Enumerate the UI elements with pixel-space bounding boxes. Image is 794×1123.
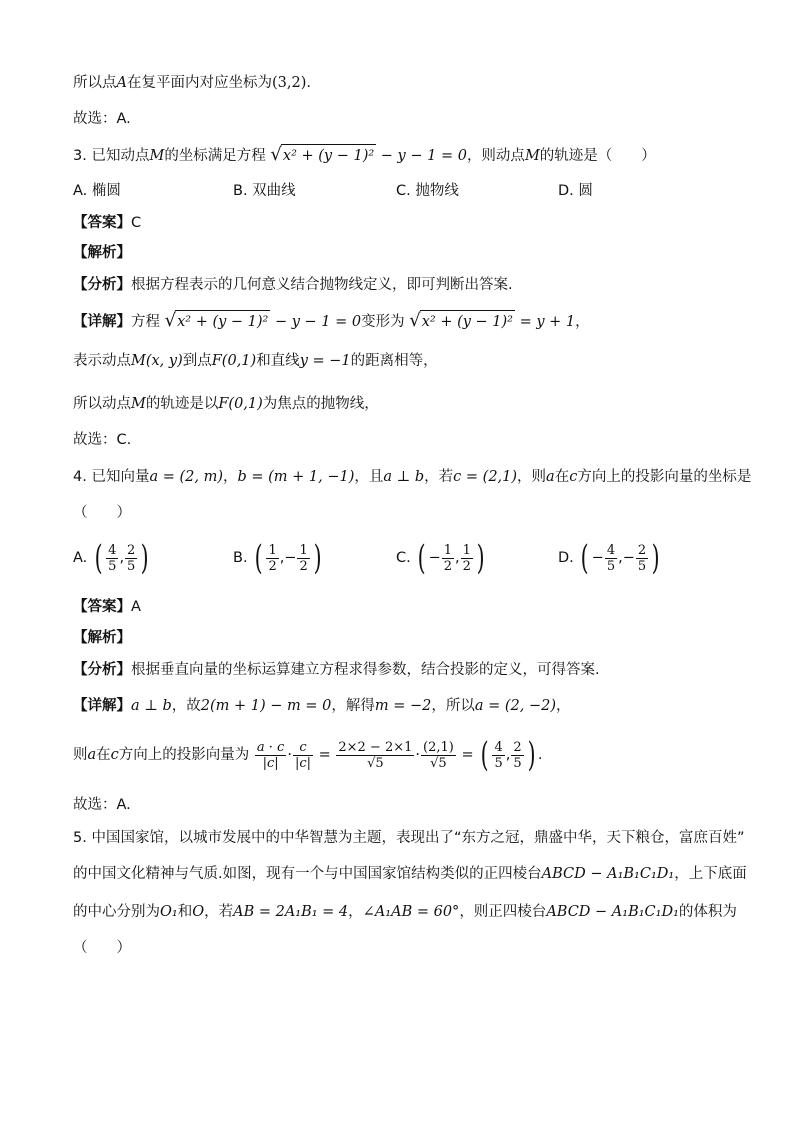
text: ，故 — [171, 698, 201, 714]
fraction — [421, 740, 456, 771]
text: ，则正四棱台 — [459, 904, 547, 920]
text: 的中心分别为 — [73, 904, 160, 920]
math-expr: a = (2, −2) — [474, 698, 557, 714]
text: 到点 — [182, 353, 212, 369]
text: ， — [575, 314, 590, 330]
denominator: 5 — [494, 755, 503, 771]
text: . — [537, 747, 543, 763]
text-line — [73, 72, 311, 94]
left-paren-icon: ( — [417, 538, 426, 578]
text: 则 — [73, 747, 88, 763]
question-5-line — [73, 863, 747, 885]
left-paren-icon: ( — [94, 538, 103, 578]
numerator: 2×2 − 2×1 — [338, 739, 413, 755]
denominator: √5 — [430, 755, 447, 771]
fraction — [106, 543, 118, 574]
math-expr: M(x, y) — [131, 353, 183, 369]
numerator: (2,1) — [423, 739, 454, 755]
option-label: D. — [558, 550, 574, 566]
math-expr: a ⊥ b — [383, 469, 425, 485]
text: 的中国文化精神与气质.如图，现有一个与中国国家馆结构类似的正四棱台 — [73, 866, 542, 882]
detail-line — [73, 695, 571, 717]
text: 表示动点 — [73, 353, 131, 369]
text: 方向上的投影向量的坐标是 — [577, 469, 752, 485]
text: ， — [222, 469, 238, 485]
right-paren-icon: ) — [140, 538, 149, 578]
right-paren-icon: ) — [527, 735, 536, 775]
text: 的轨迹是（ ） — [539, 148, 656, 164]
option-d: D. 圆 — [558, 183, 593, 199]
fraction — [511, 740, 523, 771]
sqrt-icon: √ — [164, 310, 177, 331]
numerator: 2 — [127, 542, 136, 558]
analysis-heading: 【解析】 — [73, 630, 131, 646]
math-expr: F(0,1) — [218, 396, 263, 412]
text: 为焦点的抛物线， — [262, 396, 379, 412]
sign: − — [284, 550, 297, 566]
numerator: 4 — [606, 542, 616, 558]
math-expr: AB = 2A₁B₁ = 4 — [233, 904, 349, 920]
text: 4. 已知向量 — [73, 469, 150, 485]
math-var: c — [569, 469, 578, 485]
answer-value: C — [131, 215, 142, 231]
numerator: 2 — [513, 739, 522, 755]
text: ，解得 — [331, 698, 375, 714]
equals: = — [461, 747, 474, 763]
option-b: B. 双曲线 — [233, 183, 296, 199]
denominator: |c| — [262, 755, 279, 771]
analysis-tag: 【分析】 — [73, 277, 131, 293]
fraction — [442, 543, 454, 574]
fraction — [336, 740, 414, 771]
math-expr: = y + 1 — [515, 314, 576, 330]
text-line — [73, 393, 379, 415]
text: ，且 — [354, 469, 384, 485]
math-expr: ABCD − A₁B₁C₁D₁ — [546, 904, 679, 920]
text: ，所以 — [431, 698, 475, 714]
answer-line — [73, 596, 141, 618]
text: 在复平面内对应坐标为 — [126, 75, 272, 91]
math-var: A — [116, 75, 127, 91]
projection-line: 则a在c方向上的投影向量为 $\frac{a \cdot c}{|c|}$ · $\frac{c}{|c|}$ = $\frac{2\times 2 - 2\times 1}{√5}$ · $\frac{(2,1)}{√5}$ = ( $\frac{4}{5}$ , $\frac{2}{5}$ ) . — [73, 735, 543, 775]
text: 在 — [554, 469, 570, 485]
text: 根据方程表示的几何意义结合抛物线定义，即可判断出答案. — [131, 277, 513, 293]
option-label: A. — [73, 550, 88, 566]
option-b: B. ( $\frac{1}{2}$ ,− $\frac{1}{2}$ ) — [233, 538, 322, 578]
math-expr: m = −2 — [374, 698, 432, 714]
analysis-tag: 【分析】 — [73, 662, 131, 678]
option-label: C. — [396, 550, 411, 566]
question-4-stem — [73, 466, 751, 488]
question-5-line: 5. 中国国家馆，以城市发展中的中华智慧为主题，表现出了“东方之冠，鼎盛中华，天下粮仓，富庶百姓” — [73, 830, 745, 846]
text: 根据垂直向量的坐标运算建立方程求得参数，结合投影的定义，可得答案. — [131, 662, 600, 678]
option-c: C. ( − $\frac{1}{2}$ , $\frac{1}{2}$ ) — [396, 538, 485, 578]
left-paren-icon: ( — [581, 538, 590, 578]
math-var: O₁ — [160, 904, 178, 920]
answer-value: A — [131, 599, 141, 615]
math-var: M — [524, 148, 540, 164]
fraction — [293, 740, 313, 771]
option-a: A. 椭圆 — [73, 183, 121, 199]
math-expr: ∠A₁AB = 60° — [362, 904, 460, 920]
math-var: a — [87, 747, 97, 763]
text: ，则 — [517, 469, 547, 485]
denominator: 2 — [268, 558, 277, 574]
question-5-line — [73, 901, 737, 923]
option-a: A. ( $\frac{4}{5}$ , $\frac{2}{5}$ ) — [73, 538, 149, 578]
text: 的体积为 — [678, 904, 737, 920]
fraction — [255, 740, 286, 771]
text: 所以动点 — [73, 396, 131, 412]
denominator: |c| — [294, 755, 311, 771]
denominator: 2 — [462, 558, 471, 574]
answer-tag: 【答案】 — [73, 215, 131, 231]
sqrt-icon: √ — [270, 144, 282, 165]
numerator: 2 — [637, 542, 647, 558]
denominator: 5 — [127, 558, 136, 574]
text-line — [73, 350, 438, 372]
text: 和 — [177, 904, 193, 920]
denominator: 5 — [108, 558, 117, 574]
answer-tag: 【答案】 — [73, 599, 131, 615]
right-paren-icon: ) — [651, 538, 660, 578]
math-var: O — [192, 904, 205, 920]
sign: − — [428, 550, 441, 566]
text: 和直线 — [256, 353, 300, 369]
text: ，则动点 — [466, 148, 525, 164]
numerator: a · c — [256, 739, 285, 755]
text: ， — [348, 904, 363, 920]
left-paren-icon: ( — [480, 735, 489, 775]
numerator: 1 — [443, 542, 453, 558]
fraction — [461, 543, 473, 574]
math-expr: − y − 1 = 0 — [270, 314, 362, 330]
option-c: C. 抛物线 — [396, 183, 459, 199]
fraction — [636, 543, 648, 574]
text: 方程 — [131, 314, 160, 330]
option-label: B. — [233, 550, 248, 566]
math-expr: F(0,1) — [211, 353, 257, 369]
detail-line — [73, 310, 590, 333]
option-d: D. ( − $\frac{4}{5}$ ,− $\frac{2}{5}$ ) — [558, 538, 660, 578]
numerator: c — [293, 740, 313, 756]
question-5-paren: （ ） — [73, 940, 131, 956]
denominator: 5 — [637, 558, 647, 574]
numerator: 4 — [494, 739, 503, 755]
denominator: 2 — [299, 558, 308, 574]
fraction — [297, 543, 309, 574]
numerator: 1 — [268, 542, 277, 558]
math-var: M — [131, 396, 146, 412]
sqrt-icon: √ — [409, 310, 421, 331]
math-var: M — [149, 148, 165, 164]
text: 3. 已知动点 — [73, 148, 150, 164]
math-var: c — [110, 747, 119, 763]
text: 变形为 — [361, 314, 405, 330]
math-expr: x² + (y − 1)² — [281, 144, 376, 167]
fraction — [492, 740, 504, 771]
sign: − — [591, 550, 604, 566]
math-expr: ABCD − A₁B₁C₁D₁ — [541, 866, 675, 882]
detail-tag: 【详解】 — [73, 698, 131, 714]
answer-select-line: 故选：A. — [73, 797, 131, 813]
text: 方向上的投影向量为 — [118, 747, 250, 763]
math-var: a — [546, 469, 555, 485]
answer-select-line: 故选：C. — [73, 432, 132, 448]
text: 的坐标满足方程 — [164, 148, 266, 164]
text: ，若 — [424, 469, 454, 485]
math-expr: (3,2) — [271, 75, 307, 91]
math-expr: x² + (y − 1)² — [420, 310, 515, 333]
question-3-stem — [73, 144, 656, 167]
left-paren-icon: ( — [254, 538, 263, 578]
denominator: 5 — [606, 558, 616, 574]
math-expr: 2(m + 1) − m = 0 — [200, 698, 332, 714]
text: 所以点 — [73, 75, 117, 91]
question-4-paren: （ ） — [73, 505, 131, 521]
math-expr: a ⊥ b — [131, 698, 172, 714]
analysis-heading: 【解析】 — [73, 245, 131, 261]
text: ，上下底面 — [674, 866, 747, 882]
analysis-line — [73, 274, 513, 296]
right-paren-icon: ) — [313, 538, 322, 578]
math-expr: a = (2, m) — [149, 469, 223, 485]
denominator: √5 — [367, 755, 384, 771]
equals: = — [318, 747, 331, 763]
text: . — [306, 75, 311, 91]
fraction — [125, 543, 137, 574]
analysis-line — [73, 659, 600, 681]
math-expr: c = (2,1) — [453, 469, 518, 485]
math-expr: y = −1 — [299, 353, 351, 369]
math-expr: − y − 1 = 0 — [376, 148, 467, 164]
numerator: 1 — [462, 542, 471, 558]
text: 的距离相等， — [350, 353, 438, 369]
denominator: 2 — [443, 558, 453, 574]
text: ，若 — [204, 904, 234, 920]
answer-line — [73, 212, 141, 234]
text: 的轨迹是以 — [145, 396, 219, 412]
right-paren-icon: ) — [476, 538, 485, 578]
denominator: 5 — [513, 755, 522, 771]
sign: − — [622, 550, 635, 566]
math-expr: b = (m + 1, −1) — [237, 469, 355, 485]
numerator: 4 — [108, 542, 117, 558]
math-expr: x² + (y − 1)² — [175, 310, 270, 333]
fraction — [266, 543, 278, 574]
text: ， — [556, 698, 571, 714]
numerator: 1 — [299, 542, 308, 558]
detail-tag: 【详解】 — [73, 314, 131, 330]
answer-select-line: 故选：A. — [73, 111, 131, 127]
fraction — [605, 543, 617, 574]
text: 在 — [96, 747, 111, 763]
